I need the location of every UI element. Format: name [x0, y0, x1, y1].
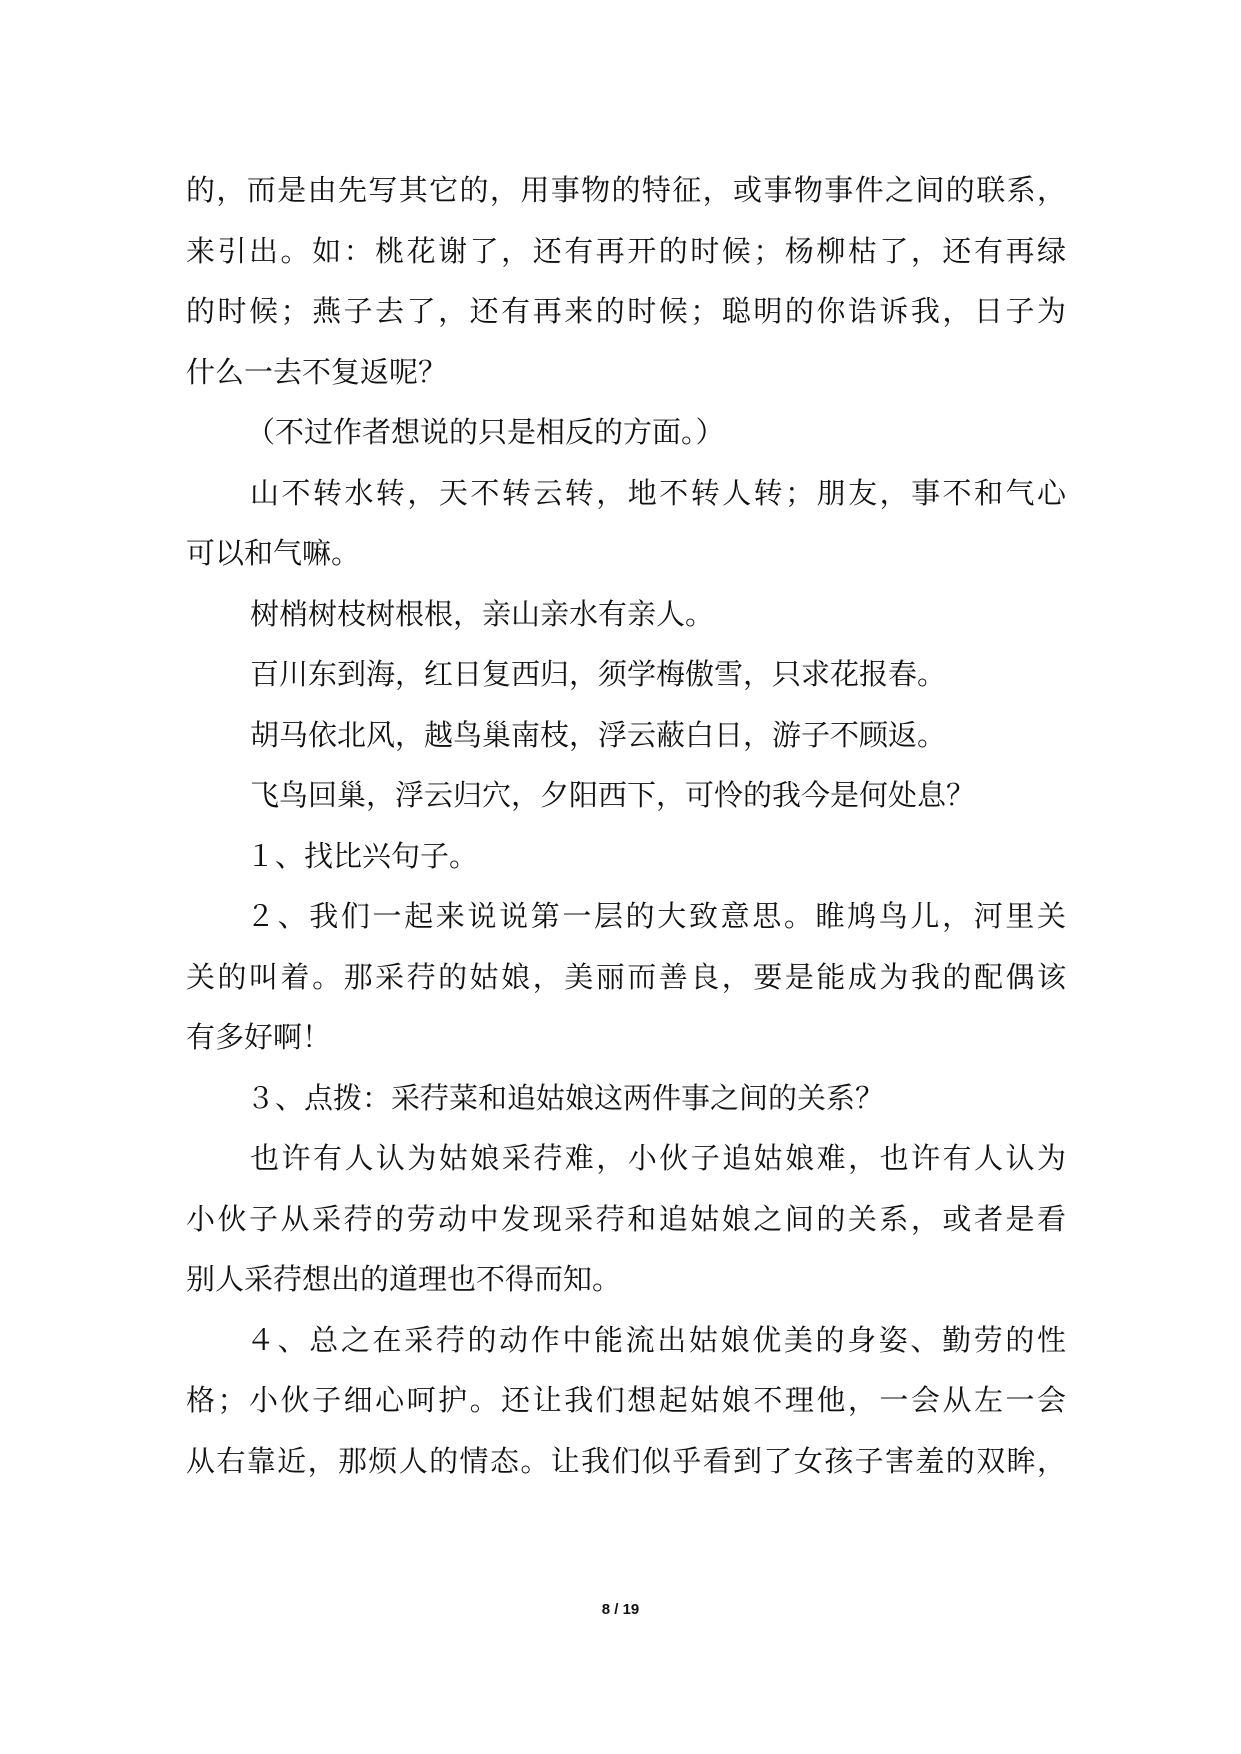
text-line: ３、点拨：采荇菜和追姑娘这两件事之间的关系？ — [246, 1080, 885, 1115]
text-line: 小伙子从采荇的劳动中发现采荇和追姑娘之间的关系，或者是看 — [186, 1201, 1066, 1236]
text-line: 关的叫着。那采荇的姑娘，美丽而善良，要是能成为我的配偶该 — [186, 959, 1066, 994]
text-line: 什么一去不复返呢？ — [186, 354, 448, 389]
text-line: １、找比兴句子。 — [246, 838, 479, 873]
text-line: 可以和气嘛。 — [186, 536, 361, 570]
document-body — [186, 160, 1066, 1491]
text-line: 别人采荇想出的道理也不得而知。 — [186, 1262, 622, 1296]
text-line: ４、总之在采荇的动作中能流出姑娘优美的身姿、勤劳的性 — [246, 1322, 1066, 1357]
text-line: 的，而是由先写其它的，用事物的特征，或事物事件之间的联系， — [186, 173, 1066, 207]
text-line: 百川东到海，红日复西归，须学梅傲雪，只求花报春。 — [250, 657, 947, 691]
text-line: 树梢树枝树根根，亲山亲水有亲人。 — [250, 596, 715, 631]
text-line: 胡马依北风，越鸟巢南枝，浮云蔽白日，游子不顾返。 — [250, 717, 947, 752]
text-line: 来引出。如：桃花谢了，还有再开的时候；杨柳枯了，还有再绿 — [186, 233, 1066, 268]
text-line: 从右靠近，那烦人的情态。让我们似乎看到了女孩子害羞的双眸， — [186, 1443, 1066, 1478]
text-line: 山不转水转，天不转云转，地不转人转；朋友，事不和气心 — [250, 475, 1066, 510]
text-line: 飞鸟回巢，浮云归穴，夕阳西下，可怜的我今是何处息？ — [250, 778, 976, 812]
text-line: 的时候；燕子去了，还有再来的时候；聪明的你诰诉我，日子为 — [186, 294, 1066, 328]
text-line: 也许有人认为姑娘采荇难，小伙子追姑娘难，也许有人认为 — [250, 1141, 1066, 1175]
page-number: 8 / 19 — [601, 1601, 640, 1618]
text-line: 有多好啊！ — [186, 1020, 332, 1054]
text-line: 格；小伙子细心呵护。还让我们想起姑娘不理他，一会从左一会 — [186, 1383, 1066, 1417]
text-line: （不过作者想说的只是相反的方面。） — [246, 415, 725, 449]
text-line: ２、我们一起来说说第一层的大致意思。睢鸠鸟儿，河里关 — [246, 899, 1066, 933]
